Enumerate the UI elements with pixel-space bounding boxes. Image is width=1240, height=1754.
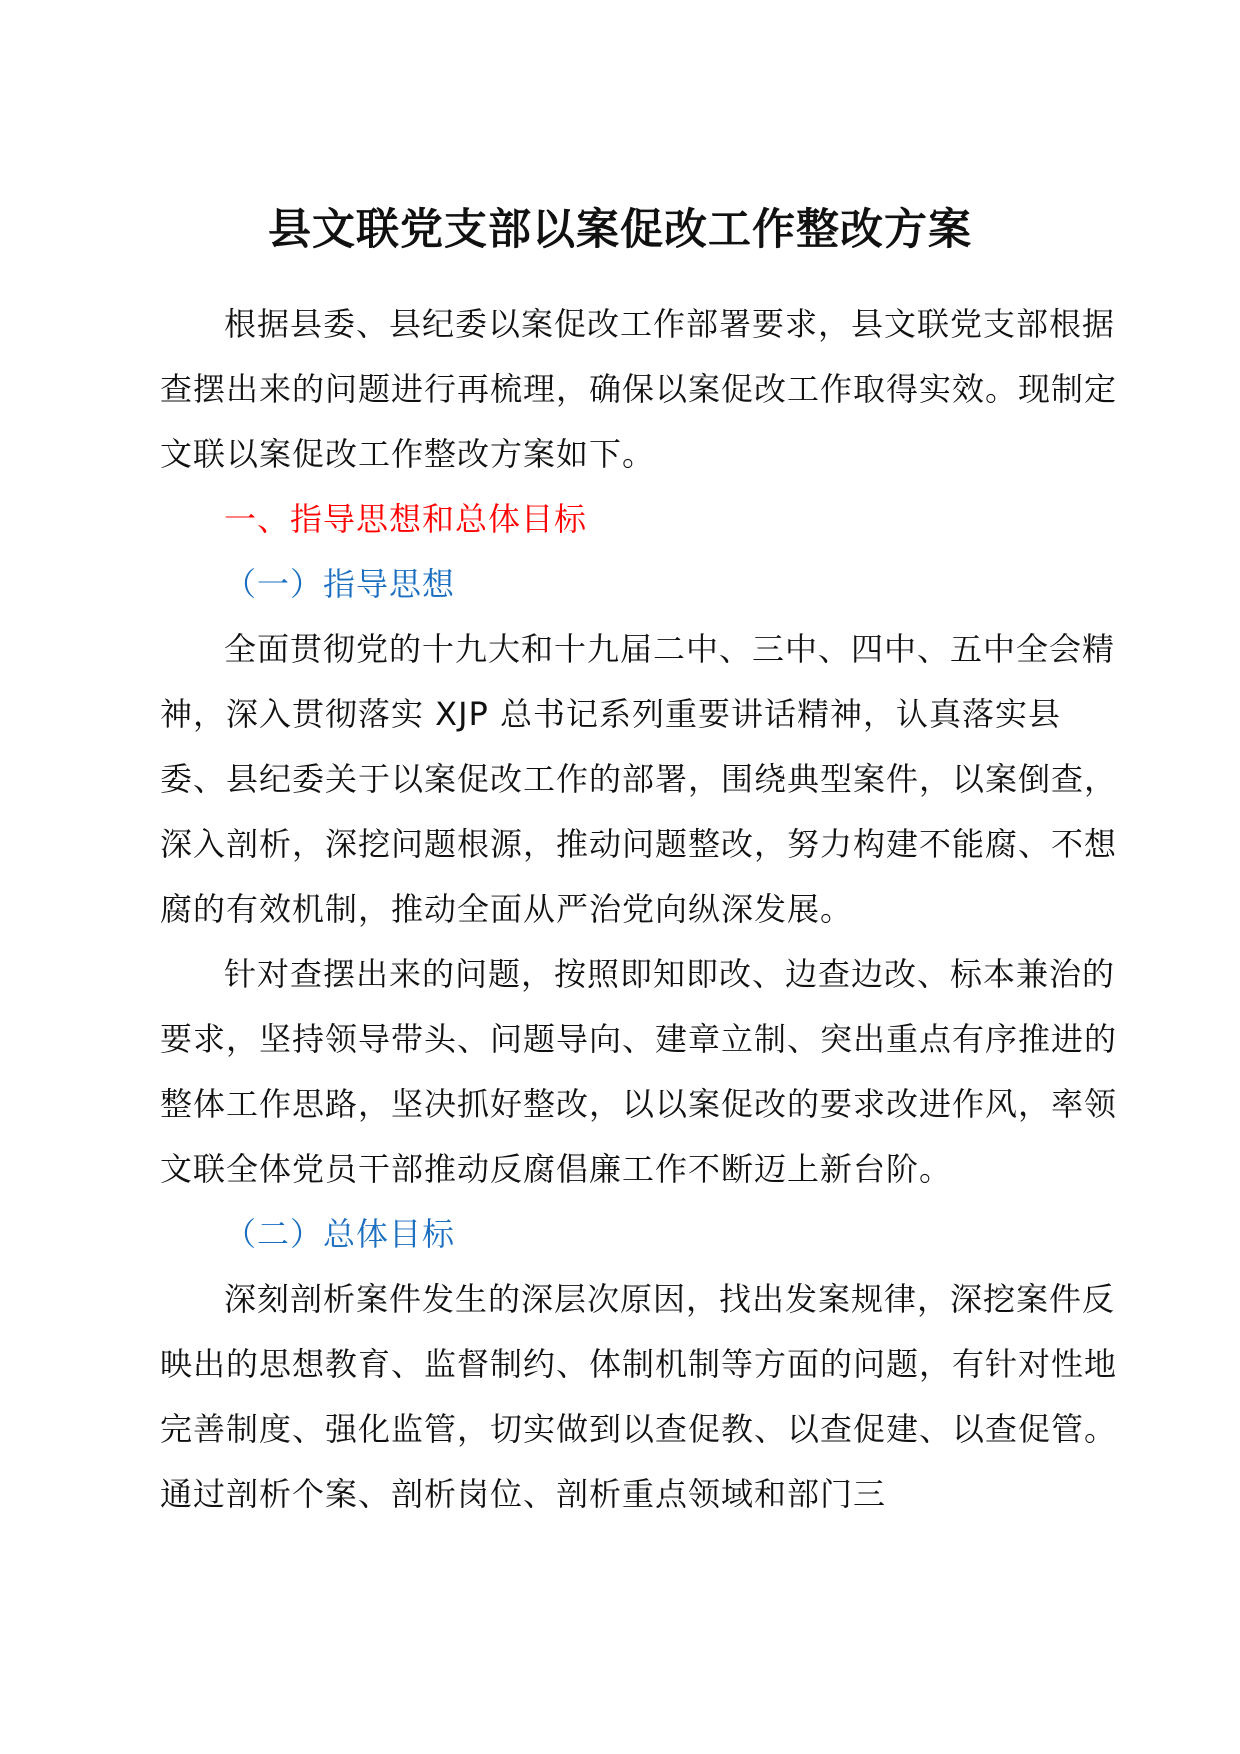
subsection-heading-overall-goal: （二）总体目标 xyxy=(224,1215,456,1253)
section-heading-1: 一、指导思想和总体目标 xyxy=(224,500,588,538)
overall-goal-paragraph-1: 深刻剖析案件发生的深层次原因，找出发案规律，深挖案件反映出的思想教育、监督制约、体制机制等方面的问题，有针对性地完善制度、强化监管，切实做到以查促教、以查促建、以查促管。通过剖析个案、剖析岗位、剖析重点领域和部门三 xyxy=(160,1280,1118,1513)
guiding-thought-paragraph-2: 针对查摆出来的问题，按照即知即改、边查边改、标本兼治的要求，坚持领导带头、问题导向、建章立制、突出重点有序推进的整体工作思路，坚决抓好整改，以以案促改的要求改进作风，率领文联全体党员干部推动反腐倡廉工作不断迈上新台阶。 xyxy=(160,955,1118,1188)
document-body xyxy=(160,292,1120,1527)
document-title: 县文联党支部以案促改工作整改方案 xyxy=(268,205,972,255)
guiding-thought-paragraph-1: 全面贯彻党的十九大和十九届二中、三中、四中、五中全会精神，深入贯彻落实 XJP 总书记系列重要讲话精神，认真落实县委、县纪委关于以案促改工作的部署，围绕典型案件，以案倒查，深入剖析，深挖问题根源，推动问题整改，努力构建不能腐、不想腐的有效机制，推动全面从严治党向纵深发展。 xyxy=(160,630,1118,928)
intro-paragraph: 根据县委、县纪委以案促改工作部署要求，县文联党支部根据查摆出来的问题进行再梳理，确保以案促改工作取得实效。现制定文联以案促改工作整改方案如下。 xyxy=(160,305,1118,473)
subsection-heading-guiding-thought: （一）指导思想 xyxy=(224,565,456,603)
